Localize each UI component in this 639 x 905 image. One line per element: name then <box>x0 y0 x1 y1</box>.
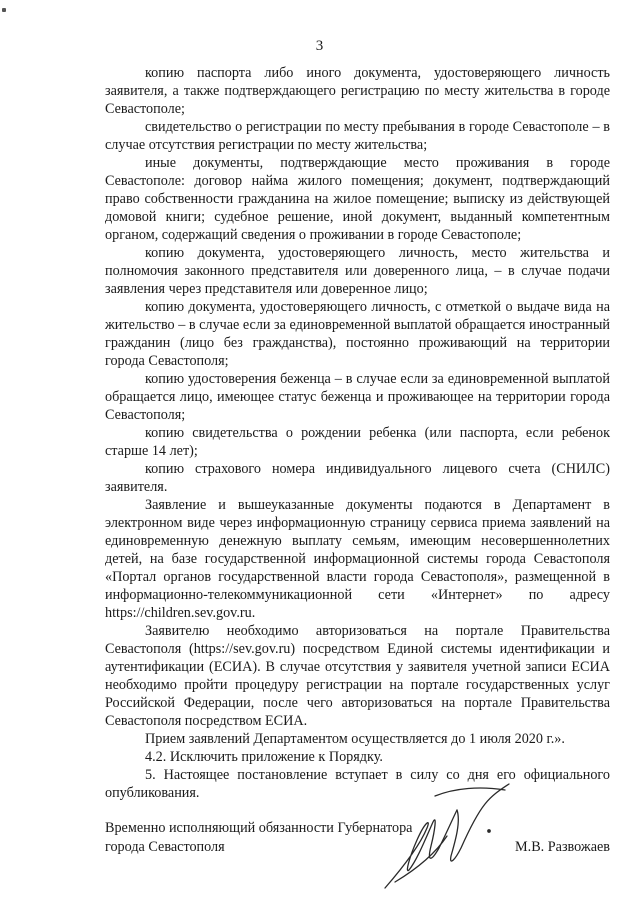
paragraph-item-4-2: 4.2. Исключить приложение к Порядку. <box>145 749 383 765</box>
paragraph-submission-method: Заявление и вышеуказанные документы подаются в Департамент в электронном виде через информационную страницу сервиса приема заявлений на единовременную денежную выплату семьям, имеющим несовершеннолетних детей, на базе государственной информационной системы города Севастополя «Портал органов государственной власти города Севастополя», размещенной в информационно-телекоммуникационной сети «Интернет» по адресу https://children.sev.gov.ru. <box>105 497 610 621</box>
document-body <box>105 64 610 802</box>
paragraph-deadline: Прием заявлений Департаментом осуществляется до 1 июля 2020 г.». <box>145 731 565 747</box>
paragraph-refugee-certificate: копию удостоверения беженца – в случае если за единовременной выплатой обращается лицо, имеющее статус беженца и проживающее на территории города Севастополя; <box>105 371 610 423</box>
paragraph-authorization: Заявителю необходимо авторизоваться на портале Правительства Севастополя (https://sev.gov.ru) посредством Единой системы идентификации и аутентификации (ЕСИА). В случае отсутствия у заявителя учетной записи ЕСИА необходимо пройти процедуру регистрации на портале государственных услуг Российской Федерации, после чего авторизоваться на портале Правительства Севастополя посредством ЕСИА. <box>105 623 610 729</box>
paragraph-residence-documents: иные документы, подтверждающие место проживания в городе Севастополе: договор найма жилого помещения; документ, подтверждающий право собственности гражданина на жилое помещение; выписку из действующей домовой книги; судебное решение, иной документ, выданный компетентным органом, содержащий сведения о проживании в городе Севастополе; <box>105 155 610 243</box>
page-number: 3 <box>315 38 324 54</box>
paragraph-representative-document: копию документа, удостоверяющего личность, место жительства и полномочия законного представителя или доверенного лица, – в случае подачи заявления через представителя или доверенное лицо; <box>105 245 610 297</box>
paragraph-birth-certificate: копию свидетельства о рождении ребенка (или паспорта, если ребенок старше 14 лет); <box>105 425 610 459</box>
paragraph-snils: копию страхового номера индивидуального лицевого счета (СНИЛС) заявителя. <box>105 461 610 495</box>
paragraph-passport-copy: копию паспорта либо иного документа, удостоверяющего личность заявителя, а также подтверждающего регистрацию по месту жительства в городе Севастополе; <box>105 65 610 117</box>
paragraph-stay-registration: свидетельство о регистрации по месту пребывания в городе Севастополе – в случае отсутствия регистрации по месту жительства; <box>105 119 610 153</box>
signer-title: Временно исполняющий обязанности Губернатора города Севастополя <box>105 820 413 855</box>
scan-mark <box>2 8 6 12</box>
paragraph-item-5: 5. Настоящее постановление вступает в силу со дня его официального опубликования. <box>105 767 610 801</box>
signer-name: М.В. Развожаев <box>515 839 610 855</box>
signature-block <box>105 819 610 856</box>
paragraph-residence-permit: копию документа, удостоверяющего личность, с отметкой о выдаче вида на жительство – в случае если за единовременной выплатой обращается иностранный гражданин (лицо без гражданства), постоянно проживающий на территории города Севастополя; <box>105 299 610 369</box>
